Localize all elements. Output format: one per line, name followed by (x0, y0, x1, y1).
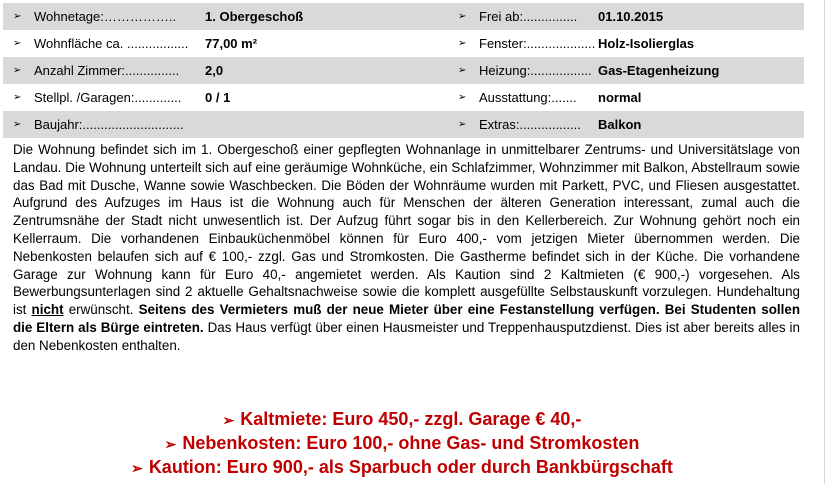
summary-kaution (0, 456, 804, 480)
facts-row (3, 111, 804, 138)
facts-row (3, 84, 804, 111)
arrow-bullet-icon: ➢ (13, 11, 22, 22)
summary-nebenkosten-text: Nebenkosten: Euro 100,- ohne Gas- und Stromkosten (182, 433, 640, 453)
description-text: Das Haus verfügt über einen Hausmeister und Treppenhausputzdienst. Dies ist aber bereits alles in den Nebenkosten enthalten. (13, 319, 800, 353)
label-anzahl-zimmer: Anzahl Zimmer:............... (34, 63, 180, 78)
description-text: erwünscht. (63, 302, 139, 318)
label-wohnetage: Wohnetage:…………….. (34, 9, 177, 24)
summary-kaltmiete (0, 408, 804, 432)
arrow-bullet-icon: ➢ (13, 92, 22, 103)
arrow-bullet-icon: ➢ (458, 119, 467, 130)
summary-kaution-text: Kaution: Euro 900,- als Sparbuch oder durch Bankbürgschaft (148, 457, 673, 477)
landlord-requirement-text: Seitens des Vermieters muß der neue Mieter über eine Festanstellung verfügen. Bei Studenten sollen die Eltern als Bürge eintreten. (13, 302, 800, 335)
label-heizung: Heizung:................. (479, 63, 592, 78)
emphasis-nicht: nicht (31, 302, 64, 318)
arrow-bullet-icon: ➢ (458, 92, 467, 103)
label-ausstattung: Ausstattung:....... (479, 90, 577, 105)
facts-row (3, 30, 804, 57)
arrow-bullet-icon: ➢ (458, 11, 467, 22)
label-baujahr: Baujahr:............................ (34, 117, 184, 132)
description-paragraph (13, 141, 800, 355)
label-stellplaetze: Stellpl. /Garagen:............. (34, 90, 182, 105)
facts-table (3, 3, 804, 138)
arrow-bullet-icon: ➢ (458, 38, 467, 49)
facts-row (3, 57, 804, 84)
value-extras: Balkon (598, 117, 642, 132)
value-anzahl-zimmer: 2,0 (205, 63, 224, 78)
arrow-bullet-icon: ➢ (13, 65, 22, 76)
arrow-bullet-icon: ➢ (164, 436, 177, 452)
arrow-bullet-icon: ➢ (131, 460, 143, 476)
label-fenster: Fenster:................... (479, 36, 596, 51)
summary-nebenkosten (0, 432, 804, 456)
label-frei-ab: Frei ab:............... (479, 9, 578, 24)
summary-kaltmiete-text: Kaltmiete: Euro 450,- zzgl. Garage € 40,- (240, 409, 582, 429)
value-frei-ab: 01.10.2015 (598, 9, 664, 24)
cost-summary (0, 408, 804, 480)
label-wohnflaeche: Wohnfläche ca. ................. (34, 36, 189, 51)
arrow-bullet-icon: ➢ (222, 412, 235, 428)
value-wohnflaeche: 77,00 m² (205, 36, 258, 51)
facts-row (3, 3, 804, 30)
description-text: Die Wohnung befindet sich im 1. Obergeschoß einer gepflegten Wohnanlage in unmittelbarer Zentrums- und Universitätslage von Landau. Die Wohnung unterteilt sich auf eine geräumige Wohnküche, ein Schlafzimmer, Wohnzimmer mit Balkon, Abstellraum sowie das Bad mit Dusche, Wanne sowie Waschbecken. Die Böden der Wohnräume wurden mit Parkett, PVC, und Fliesen ausgestattet. Aufgrund des Aufzuges im Haus ist die Wohnung auch für Menschen der älteren Generation interessant, zumal auch die Zentrumsnähe der Stadt nicht unwesentlich ist. Der Aufzug führt sogar bis in den Kellerbereich. Zur Wohnung gehört noch ein Kellerraum. Die vorhandenen Einbauküchenmöbel können für Euro 400,- vom jetzigen Mieter übernommen werden. Die Nebenkosten belaufen sich auf € 100,- zzgl. Gas und Stromkosten. Die Gastherme befindet sich in der Küche. Die vorhandene Garage zur Wohnung kann für Euro 40,- angemietet werden. Als Kaution sind 2 Kaltmieten (€ 900,-) vorgesehen. Als Bewerbungsunterlagen sind 2 aktuelle Gehaltsnachweise sowie die komplett ausgefüllte Selbstauskunft vorzulegen. Hundehaltung ist (13, 142, 800, 318)
label-extras: Extras:................. (479, 117, 581, 132)
value-wohnetage: 1. Obergeschoß (205, 9, 304, 24)
value-fenster: Holz-Isolierglas (598, 36, 695, 51)
arrow-bullet-icon: ➢ (13, 38, 22, 49)
value-ausstattung: normal (598, 90, 642, 105)
value-stellplaetze: 0 / 1 (205, 90, 231, 105)
arrow-bullet-icon: ➢ (13, 119, 22, 130)
page-edge-divider (824, 0, 825, 484)
arrow-bullet-icon: ➢ (458, 65, 467, 76)
value-heizung: Gas-Etagenheizung (598, 63, 720, 78)
